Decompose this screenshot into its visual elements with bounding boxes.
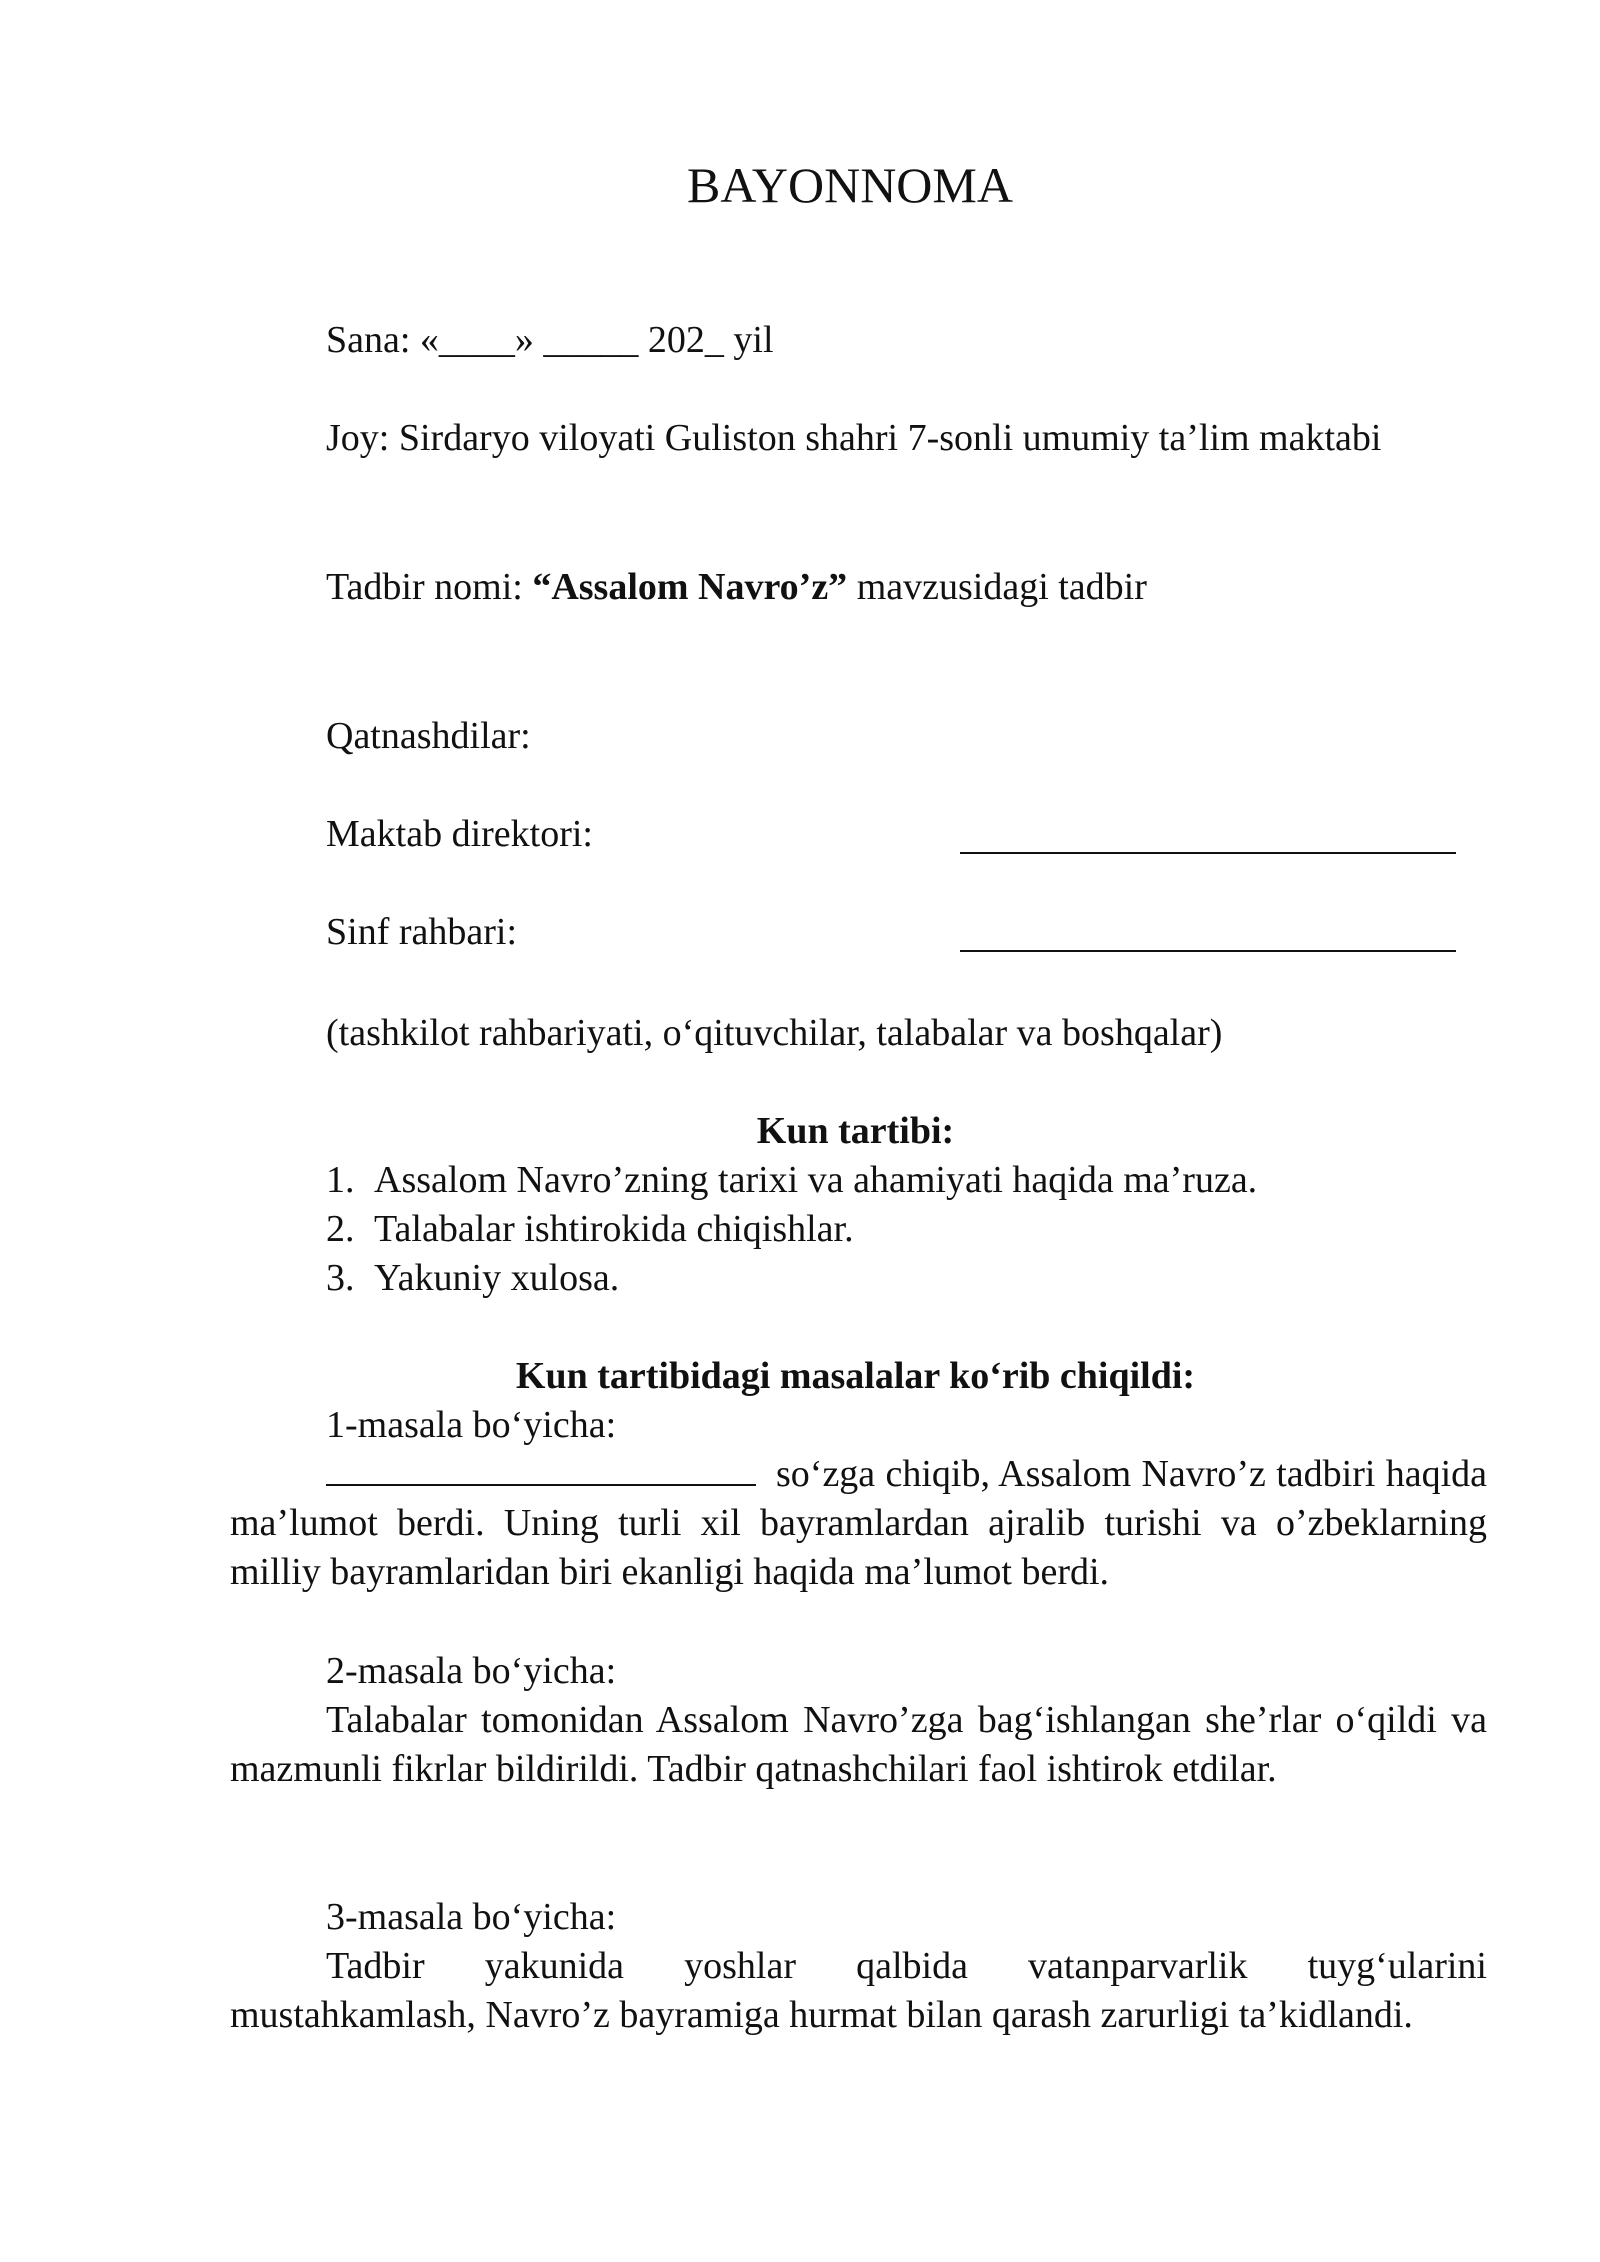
document-title: BAYONNOMA <box>687 157 1013 213</box>
issue1-label: 1-masala bo‘yicha: <box>326 1404 617 1446</box>
event-label: Tadbir nomi: <box>326 566 533 608</box>
agenda-item-number: 2. <box>326 1208 355 1250</box>
issue2-label: 2-masala bo‘yicha: <box>326 1650 617 1692</box>
director-label: Maktab direktori: <box>326 813 593 855</box>
agenda-item-text: Talabalar ishtirokida chiqishlar. <box>374 1208 854 1250</box>
issue3-label: 3-masala bo‘yicha: <box>326 1896 617 1938</box>
agenda-item <box>326 1254 619 1303</box>
participants-note: (tashkilot rahbariyati, o‘qituvchilar, talabalar va boshqalar) <box>326 1012 1223 1054</box>
issue1-text: so‘zga chiqib, Assalom Navro’z tadbiri haqida ma’lumot berdi. Uning turli xil bayramlardan ajralib turishi va o’zbeklarning milliy bayramlaridan biri ekanligi haqida ma’lumot berdi. <box>230 1453 1487 1593</box>
agenda-item <box>326 1156 1257 1205</box>
issue3-paragraph: Tadbir yakunida yoshlar qalbida vatanparvarlik tuyg‘ularini mustahkamlash, Navro’z bayramiga hurmat bilan qarash zarurligi ta’kidlandi. <box>230 1945 1487 2036</box>
director-signature-line <box>960 852 1456 854</box>
agenda-item-text: Yakuniy xulosa. <box>374 1257 620 1299</box>
speaker-name-blank <box>326 1450 756 1486</box>
agenda-item <box>326 1205 854 1254</box>
agenda-item-number: 3. <box>326 1257 355 1299</box>
agenda-item-number: 1. <box>326 1159 355 1201</box>
review-heading: Kun tartibidagi masalalar ko‘rib chiqildi: <box>515 1355 1196 1397</box>
event-name: “Assalom Navro’z” <box>532 566 848 608</box>
date-line: Sana: «____» _____ 202_ yil <box>326 319 774 361</box>
event-line <box>326 563 1147 612</box>
class-teacher-label: Sinf rahbari: <box>326 911 518 953</box>
place-line: Joy: Sirdaryo viloyati Guliston shahri 7-sonli umumiy ta’lim maktabi <box>326 417 1382 459</box>
class-teacher-signature-line <box>960 950 1456 952</box>
agenda-item-text: Assalom Navro’zning tarixi va ahamiyati haqida ma’ruza. <box>374 1159 1258 1201</box>
agenda-heading: Kun tartibi: <box>756 1110 955 1152</box>
issue2-paragraph: Talabalar tomonidan Assalom Navro’zga bag‘ishlangan she’rlar o‘qildi va mazmunli fikrlar bildirildi. Tadbir qatnashchilari faol ishtirok etdilar. <box>230 1699 1487 1790</box>
participants-heading: Qatnashdilar: <box>326 715 531 757</box>
issue1-paragraph <box>230 1450 1487 1597</box>
event-suffix: mavzusidagi tadbir <box>847 566 1147 608</box>
